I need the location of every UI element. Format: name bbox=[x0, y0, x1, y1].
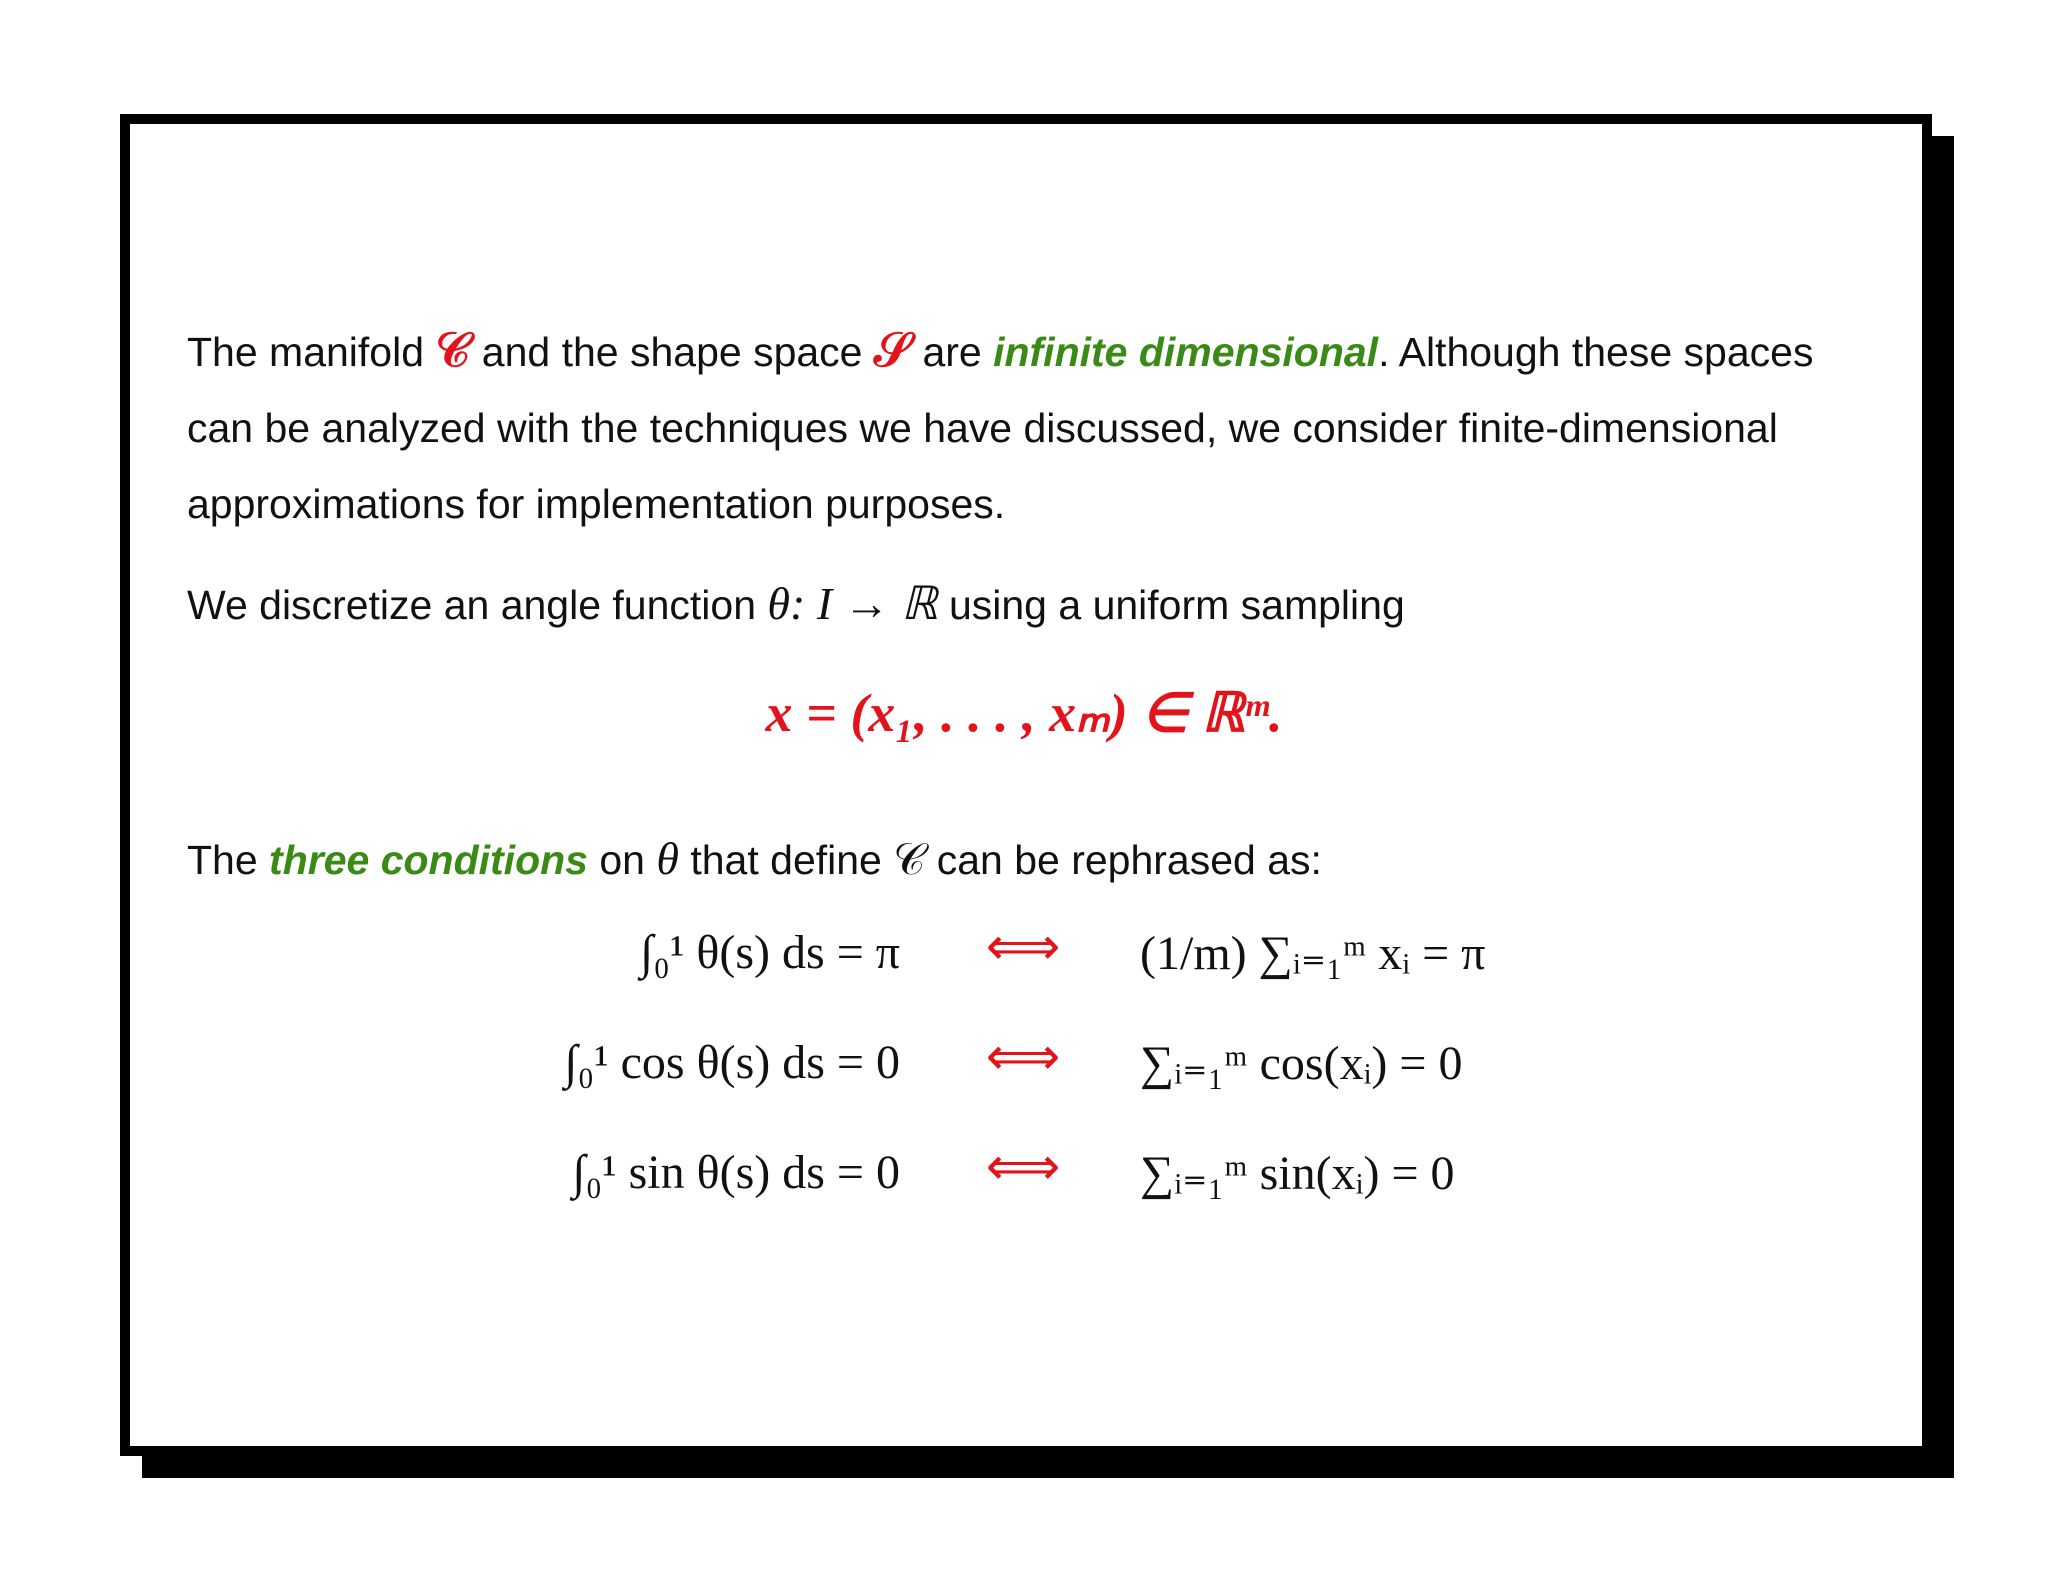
manifold-symbol-c: 𝒞 bbox=[435, 322, 471, 378]
text-run: on bbox=[587, 837, 657, 883]
highlight-three-conditions: three conditions bbox=[269, 837, 588, 883]
iff-arrow-icon: ⟺ bbox=[985, 1027, 1061, 1087]
condition-row-3 bbox=[0, 1137, 2048, 1255]
paragraph-intro bbox=[187, 312, 1837, 542]
theta-symbol: θ bbox=[656, 833, 679, 884]
condition-rhs: ∑ᵢ₌₁ᵐ cos(xᵢ) = 0 bbox=[1140, 1037, 1463, 1090]
text-run: The manifold bbox=[187, 329, 436, 375]
sampling-equation: x = (x₁, . . . , xₘ) ∈ ℝᵐ. bbox=[765, 683, 1283, 743]
angle-function-math: θ: I → ℝ bbox=[767, 578, 938, 629]
paragraph-conditions-intro bbox=[187, 821, 1837, 898]
slide-content bbox=[187, 312, 1837, 898]
text-run: We discretize an angle function bbox=[187, 582, 768, 628]
condition-rhs: ∑ᵢ₌₁ᵐ sin(xᵢ) = 0 bbox=[1140, 1147, 1455, 1200]
text-run: . Although these spaces can be analyzed with the techniques we have discussed, we consider finite-dimensional approximations for implementation purposes. bbox=[187, 329, 1814, 527]
text-run: and the shape space bbox=[470, 329, 874, 375]
paragraph-discretize bbox=[187, 566, 1837, 643]
text-run: that define bbox=[678, 837, 894, 883]
manifold-symbol-c-inline: 𝒞 bbox=[893, 834, 926, 885]
condition-lhs: ∫₀¹ θ(s) ds = π bbox=[640, 926, 900, 979]
highlight-infinite-dimensional: infinite dimensional bbox=[993, 329, 1379, 375]
text-run: can be rephrased as: bbox=[925, 837, 1322, 883]
condition-lhs: ∫₀¹ sin θ(s) ds = 0 bbox=[572, 1146, 900, 1199]
shape-space-symbol-s: 𝒮 bbox=[873, 322, 912, 378]
iff-arrow-icon: ⟺ bbox=[985, 917, 1061, 977]
text-run: using a uniform sampling bbox=[937, 582, 1405, 628]
text-run: The bbox=[187, 837, 270, 883]
condition-row-2 bbox=[0, 1027, 2048, 1145]
iff-arrow-icon: ⟺ bbox=[985, 1137, 1061, 1197]
condition-row-1 bbox=[0, 917, 2048, 1035]
condition-rhs: (1/m) ∑ᵢ₌₁ᵐ xᵢ = π bbox=[1140, 927, 1486, 980]
text-run: are bbox=[911, 329, 994, 375]
conditions-list bbox=[0, 917, 2048, 1255]
condition-lhs: ∫₀¹ cos θ(s) ds = 0 bbox=[564, 1036, 900, 1089]
